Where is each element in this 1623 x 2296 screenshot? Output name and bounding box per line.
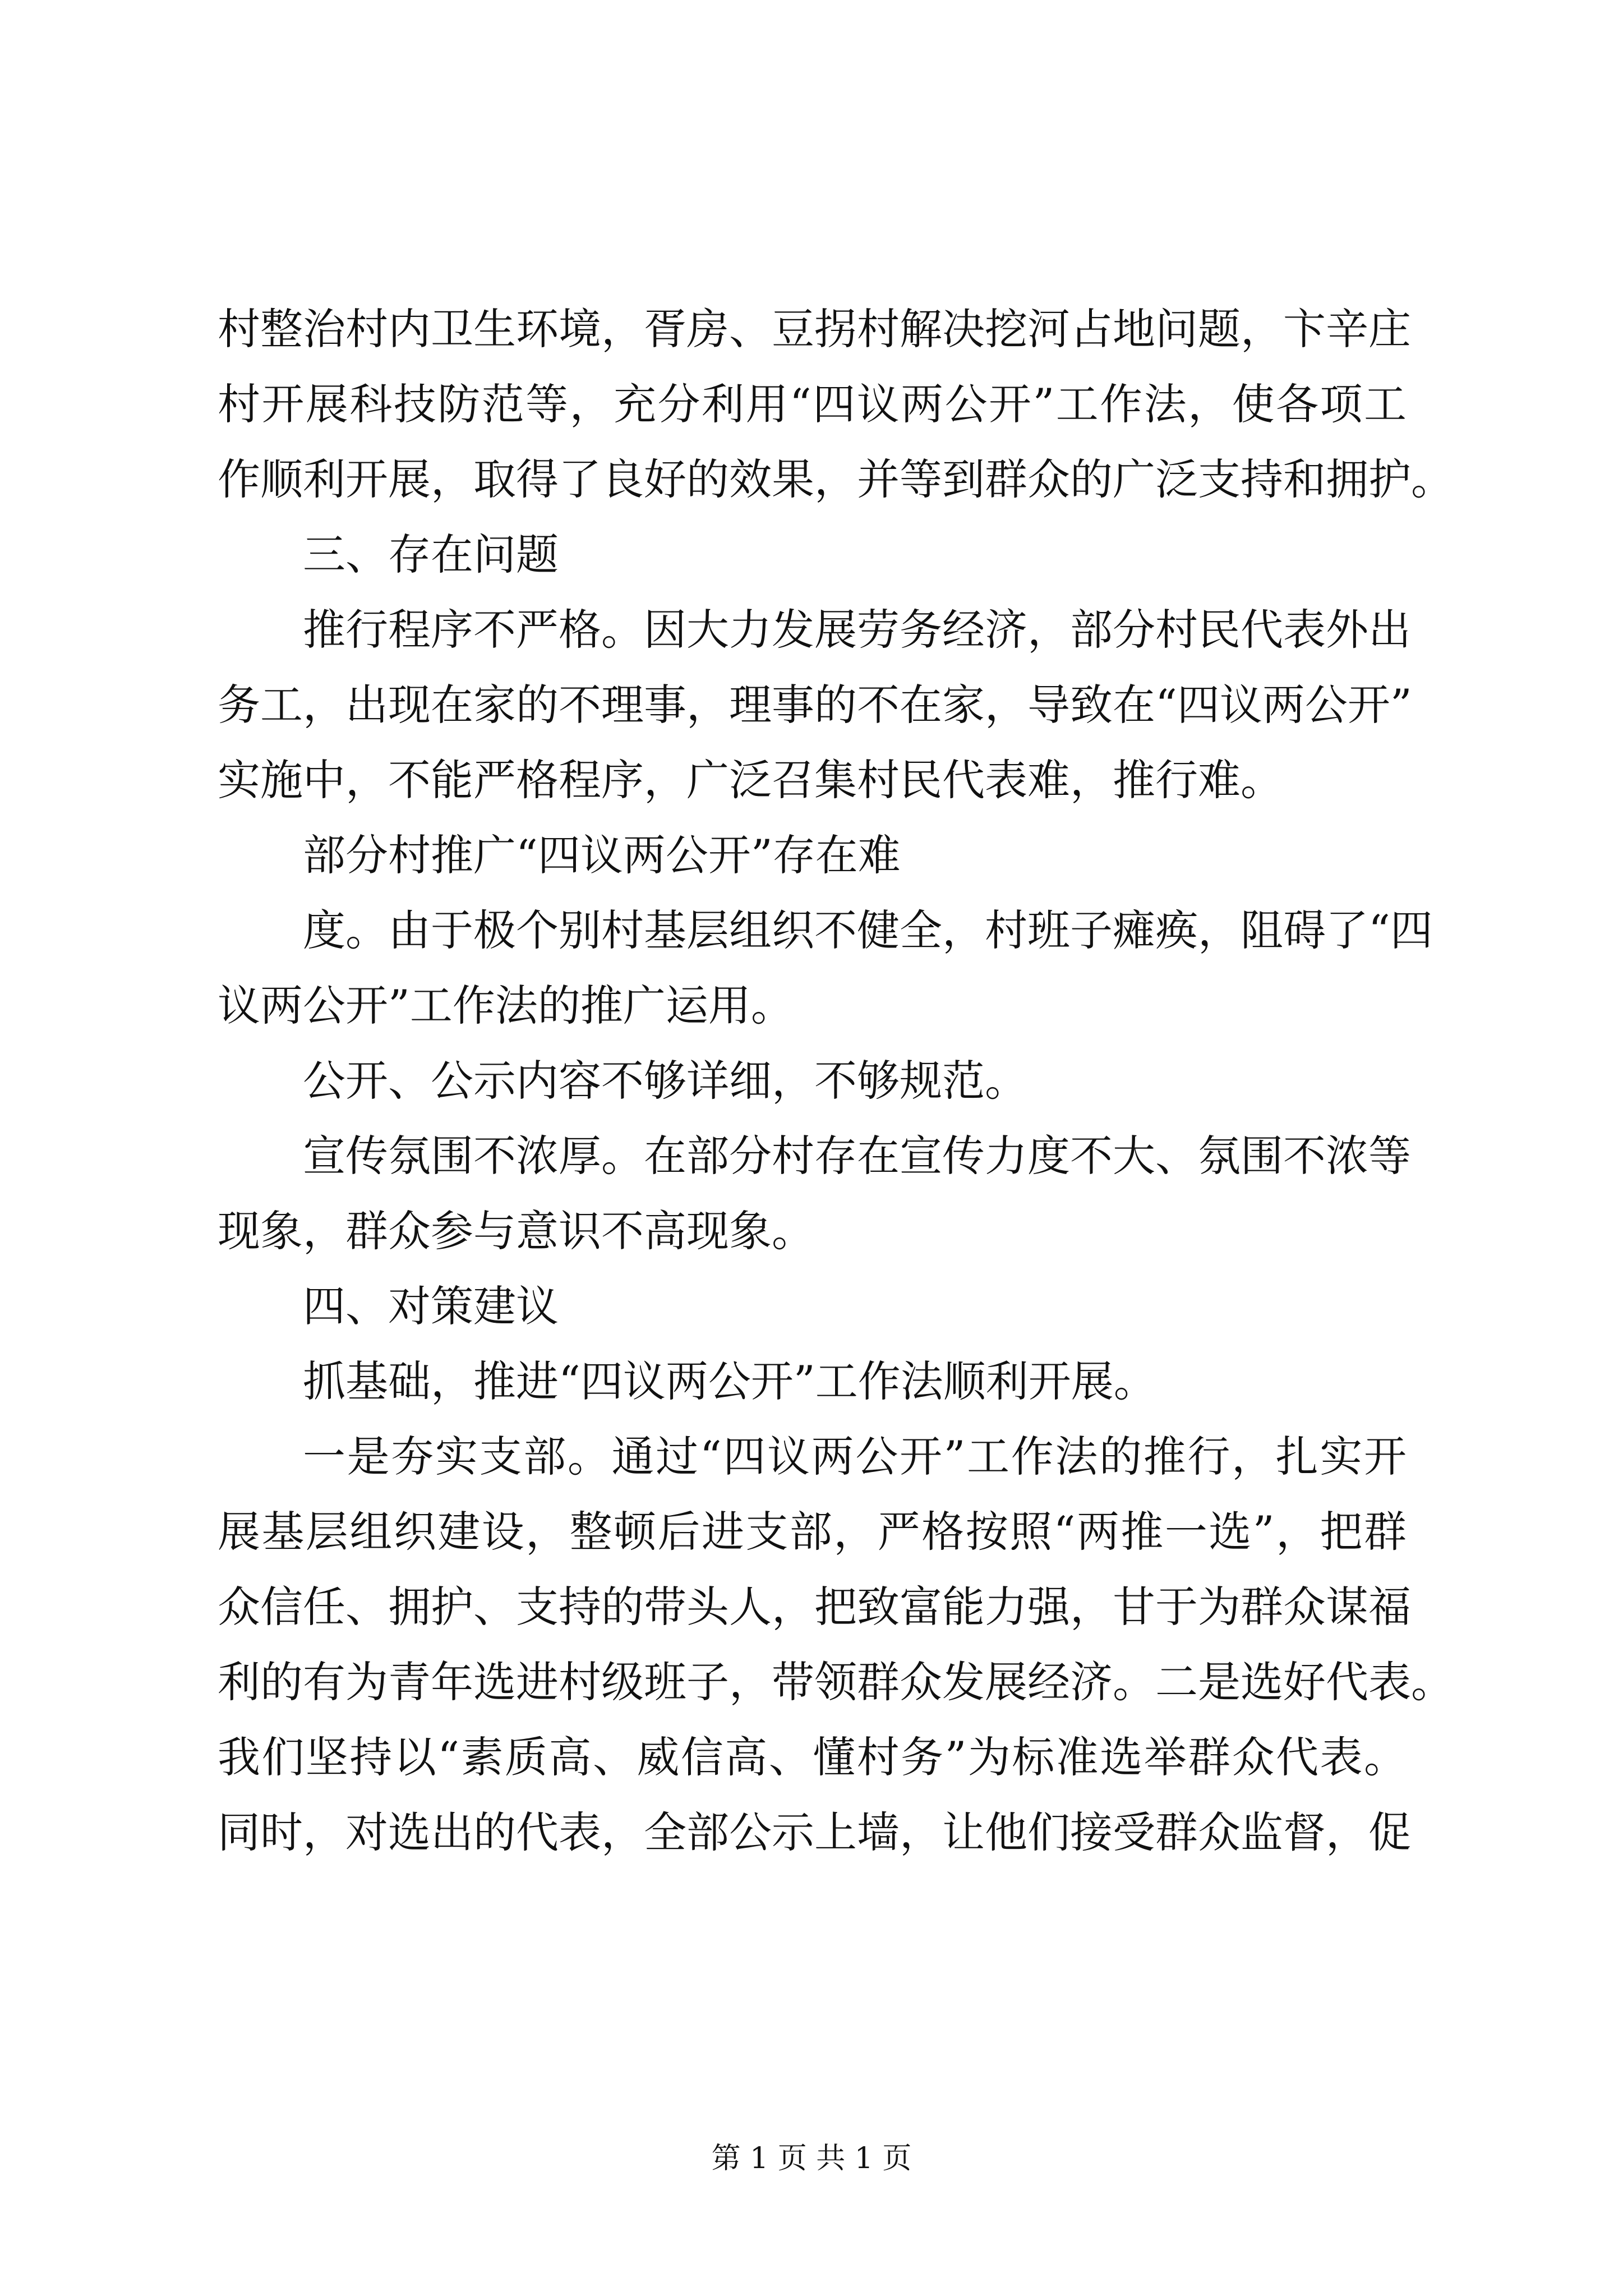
text-line: 展基层组织建设，整顿后进支部，严格按照“两推一选”，把群 <box>218 1507 1407 1557</box>
text-line: 村开展科技防范等，充分利用“四议两公开”工作法，使各项工 <box>218 379 1407 429</box>
text-line: 作顺利开展，取得了良好的效果，并等到群众的广泛支持和拥护。 <box>218 454 1454 504</box>
text-line: 推行程序不严格。因大力发展劳务经济，部分村民代表外出 <box>303 605 1411 655</box>
text-line: 同时，对选出的代表，全部公示上墙，让他们接受群众监督，促 <box>218 1807 1411 1857</box>
text-line: 部分村推广“四议两公开”存在难 <box>303 830 901 880</box>
text-line: 现象，群众参与意识不高现象。 <box>218 1206 814 1256</box>
text-line: 利的有为青年选进村级班子，带领群众发展经济。二是选好代表。 <box>218 1657 1454 1707</box>
text-line: 我们坚持以“素质高、威信高、懂村务”为标准选举群众代表。 <box>218 1732 1407 1782</box>
text-line: 务工，出现在家的不理事，理事的不在家，导致在“四议两公开” <box>218 680 1412 730</box>
text-line: 公开、公示内容不够详细，不够规范。 <box>303 1056 1027 1106</box>
text-line: 议两公开”工作法的推广运用。 <box>218 981 794 1030</box>
body-text <box>218 292 1454 1870</box>
text-line: 实施中，不能严格程序，广泛召集村民代表难，推行难。 <box>218 755 1283 805</box>
text-line: 一是夯实支部。通过“四议两公开”工作法的推行，扎实开 <box>303 1432 1407 1481</box>
page-number: 第 1 页 共 1 页 <box>711 2142 912 2175</box>
text-line: 村整治村内卫生环境，胥房、豆拐村解决挖河占地问题，卞辛庄 <box>218 304 1411 354</box>
section-heading: 三、存在问题 <box>303 530 559 579</box>
text-line: 抓基础，推进“四议两公开”工作法顺利开展。 <box>303 1356 1156 1406</box>
text-line: 度。由于极个别村基层组织不健全，村班子瘫痪，阻碍了“四 <box>303 905 1433 955</box>
text-line: 宣传氛围不浓厚。在部分村存在宣传力度不大、氛围不浓等 <box>303 1131 1411 1181</box>
page-footer <box>0 2142 1623 2175</box>
text-line: 众信任、拥护、支持的带头人，把致富能力强，甘于为群众谋福 <box>218 1582 1411 1632</box>
section-heading: 四、对策建议 <box>303 1281 559 1331</box>
